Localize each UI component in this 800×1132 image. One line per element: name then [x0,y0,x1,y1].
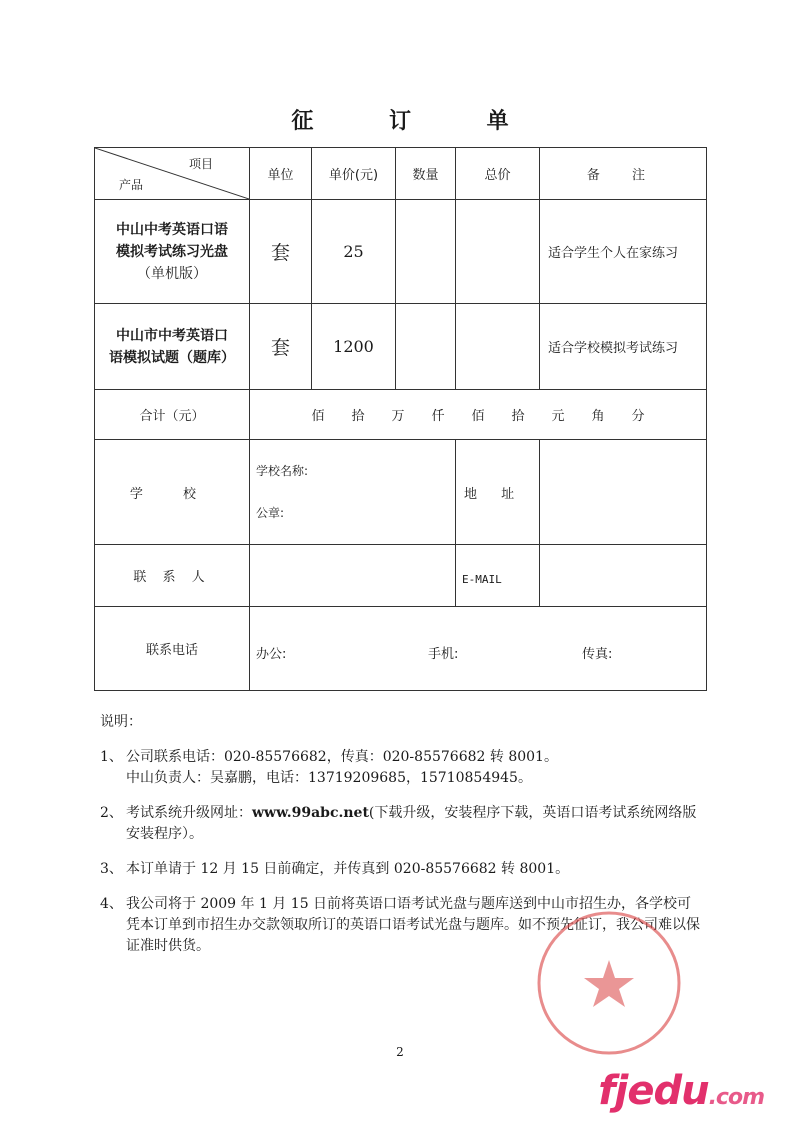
address-label: 地 址 [456,440,540,545]
header-quantity: 数量 [396,148,456,200]
amount-unit: 仟 [431,409,445,424]
note-number: 3、 [100,861,123,877]
header-total: 总价 [456,148,540,200]
product-remark: 适合学校模拟考试练习 [540,304,707,390]
amount-unit: 拾 [511,409,525,424]
amount-unit: 佰 [311,409,325,424]
mobile-label: 手机: [428,647,459,662]
quantity-field[interactable] [396,200,456,304]
header-item-label: 项目 [188,157,213,171]
amount-unit: 分 [631,409,645,424]
header-row [95,148,707,200]
upgrade-url-link[interactable]: www.99abc.net [252,805,369,821]
company-seal-stamp [534,908,684,1058]
seal-label: 公章: [256,506,285,520]
address-field[interactable] [540,440,707,545]
amount-unit: 角 [591,409,605,424]
phone-field[interactable] [250,607,707,691]
product-name-line: 中山中考英语口语 [116,221,228,238]
header-product-label: 产品 [119,178,144,192]
phone-label: 联系电话 [95,607,250,691]
note-text: 我公司将于 2009 年 1 月 15 日前将英语口语考试光盘与题库送到中山市招生办，各学校可凭本订单到市招生办交款领取所订的英语口语考试光盘与题库。如不预先征订，我公司难以保证准时供货。 [126,896,700,954]
watermark-logo [598,1068,764,1114]
note-text: 考试系统升级网址： [126,805,252,821]
note-number: 1、 [100,749,123,765]
product-name-line: 语模拟试题（题库） [109,349,235,366]
school-row [95,440,707,545]
school-label: 学 校 [95,440,250,545]
header-unit: 单位 [250,148,312,200]
school-name-field[interactable] [250,440,456,545]
page-number: 2 [396,1045,404,1059]
product-name-cell [95,304,250,390]
product-price: 1200 [312,304,396,390]
total-field[interactable] [456,304,540,390]
note-item [100,747,700,789]
notes-heading: 说明： [100,714,142,730]
product-remark: 适合学生个人在家练习 [540,200,707,304]
note-text: 中山负责人：吴嘉鹏，电话：13719209685，15710854945。 [126,770,532,786]
header-price: 单价(元) [312,148,396,200]
contact-row [95,545,707,607]
watermark-main: fjedu [598,1068,709,1114]
product-unit: 套 [250,304,312,390]
diagonal-header-cell [95,148,250,200]
page-title: 征 订 单 [291,109,543,134]
note-number: 4、 [100,896,123,912]
email-field[interactable] [540,545,707,607]
email-label: E-MAIL [456,545,540,607]
product-name-cell [95,200,250,304]
phone-row [95,607,707,691]
amount-unit: 万 [391,409,405,424]
amount-unit: 元 [551,409,565,424]
fax-label: 传真: [582,647,613,662]
product-unit: 套 [250,200,312,304]
product-row [95,200,707,304]
note-text: 本订单请于 12 月 15 日前确定，并传真到 020-85576682 转 8001。 [126,861,570,877]
amount-unit: 拾 [351,409,365,424]
product-row [95,304,707,390]
order-form-table [94,147,707,691]
total-field[interactable] [456,200,540,304]
product-name-line: 模拟考试练习光盘 [116,243,228,260]
note-item [100,803,700,845]
note-text: 公司联系电话：020-85576682，传真：020-85576682 转 8001。 [126,749,558,765]
note-item [100,859,700,880]
product-name-line: 中山市中考英语口 [116,327,228,344]
sum-amount-field[interactable] [250,390,707,440]
product-name-line: （单机版） [137,265,207,282]
note-text: (下载升级，安装程序下载，英语口语考试系统网络版安装程序）。 [126,805,697,842]
sum-row [95,390,707,440]
contact-label: 联 系 人 [95,545,250,607]
sum-label: 合计（元） [95,390,250,440]
school-name-label: 学校名称: [256,464,309,478]
contact-field[interactable] [250,545,456,607]
quantity-field[interactable] [396,304,456,390]
product-price: 25 [312,200,396,304]
header-remarks: 备 注 [540,148,707,200]
note-number: 2、 [100,805,123,821]
watermark-suffix: .com [708,1085,764,1110]
amount-unit: 佰 [471,409,485,424]
office-label: 办公: [256,647,287,662]
